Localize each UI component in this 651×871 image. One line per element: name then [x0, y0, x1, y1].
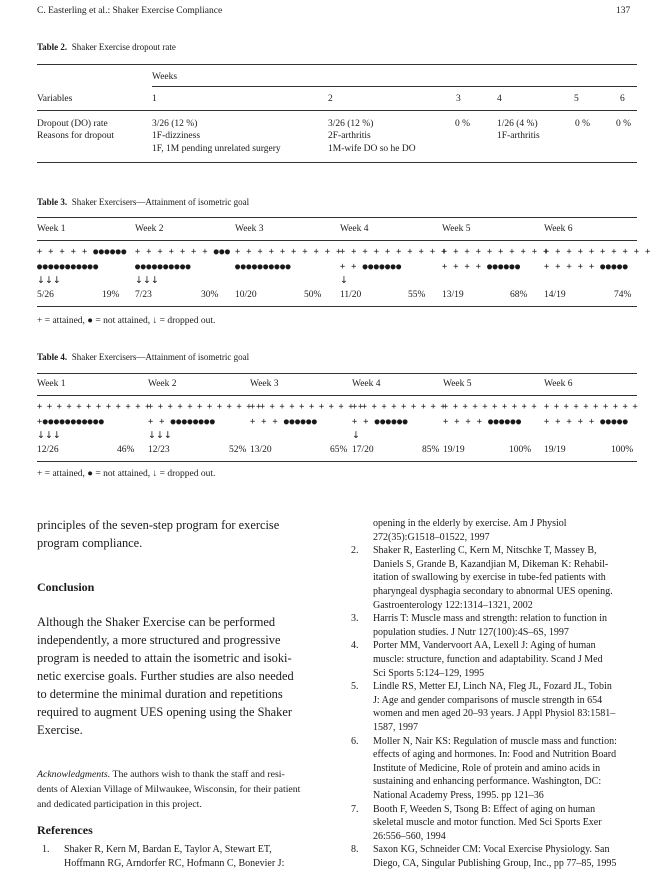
table-3-week-2: Week 2 — [135, 224, 164, 234]
reference-text: 1587, 1997 — [373, 722, 418, 733]
table-cell: 85% — [422, 445, 440, 455]
reference-text: Institute of Medicine, Role of protein and amino acids in — [373, 762, 601, 774]
symbol-row: ●●●●●●●●●● — [235, 262, 292, 272]
symbol-row: + + + + + + + + + + — [443, 402, 537, 412]
table-cell: 11/20 — [340, 290, 362, 300]
table-cell: 1F-arthritis — [497, 131, 540, 141]
table-cell: 3/26 (12 %) — [328, 119, 374, 129]
table-rule — [37, 240, 637, 241]
symbol-row: + + + + + + + ●●● — [135, 247, 231, 257]
table-3-week-1: Week 1 — [37, 224, 66, 234]
table-cell: 19% — [102, 290, 120, 300]
symbol-row: + + + + + + + + + + + + — [250, 402, 364, 412]
table-4-week-2: Week 2 — [148, 379, 177, 389]
reference-number: 3. — [351, 613, 359, 625]
symbol-row: + + + + + + + + + + — [544, 402, 638, 412]
body-text: Exercise. — [37, 723, 83, 737]
reference-text: Diego, CA, Singular Publishing Group, Inc., pp 77–85, 1995 — [373, 858, 617, 869]
table-cell: 19/19 — [443, 445, 465, 455]
symbol-row: ●●●●●●●●●●● — [37, 262, 99, 272]
symbol-row: ●●●●●●●●●● — [135, 262, 192, 272]
body-text: principles of the seven-step program for exercise — [37, 518, 280, 532]
table-3-caption — [37, 197, 249, 207]
table-2-col-week-4: 4 — [497, 94, 502, 104]
table-cell: 0 % — [616, 119, 632, 129]
table-2-row-label: Dropout (DO) rate — [37, 119, 108, 129]
symbol-row: + + + + ●●●●●● — [442, 262, 521, 272]
table-2-title: Shaker Exercise dropout rate — [71, 42, 176, 52]
table-cell: 1F-dizziness — [152, 131, 201, 141]
table-cell: 1/26 (4 %) — [497, 119, 538, 129]
table-rule — [37, 162, 637, 163]
reference-text: 272(35):G1518–01522, 1997 — [373, 531, 490, 543]
table-cell: 46% — [117, 445, 135, 455]
table-rule — [37, 395, 637, 396]
symbol-row: + + + + + + + + + + — [352, 402, 446, 412]
table-cell: 0 % — [575, 119, 591, 129]
reference-text: Hoffmann RG, Arndorfer RC, Hofmann C, Bonevier J: — [64, 858, 285, 869]
table-3-week-5: Week 5 — [442, 224, 471, 234]
reference-text: effects of aging and hormones. In: Food and Nutrition Board — [373, 749, 617, 761]
acknowledgments-label: Acknowledgments. — [37, 769, 111, 780]
symbol-row: + + + ●●●●●● — [250, 417, 318, 427]
table-cell: 100% — [509, 445, 532, 455]
table-3-title: Shaker Exercisers—Attainment of isometric goal — [71, 197, 250, 207]
reference-number: 7. — [351, 803, 359, 815]
body-text: netic exercise goals. Further studies are also needed — [37, 669, 294, 683]
table-cell: 50% — [304, 290, 322, 300]
symbol-row: + + + + + ●●●●●● — [37, 247, 127, 257]
reference-text: itation of swallowing by exercise in tube-fed patients with — [373, 572, 606, 584]
symbol-row: + + + + + + + + + + — [442, 247, 549, 257]
table-cell: 3/26 (12 %) — [152, 119, 198, 129]
table-rule — [37, 64, 637, 65]
table-rule — [37, 461, 637, 462]
symbol-row: + + + + + + + + + + — [235, 247, 342, 257]
table-4-label: Table 4. — [37, 352, 68, 362]
reference-text: National Academy Press, 1995. pp 121–36 — [373, 790, 544, 801]
table-2-col-week-3: 3 — [456, 94, 461, 104]
reference-number: 6. — [351, 735, 359, 747]
table-2-col-week-2: 2 — [328, 94, 333, 104]
table-cell: 74% — [614, 290, 632, 300]
symbol-row: + + ●●●●●● — [352, 417, 409, 427]
table-cell: 68% — [510, 290, 528, 300]
symbol-row: + + + + + + + + + + — [544, 247, 651, 257]
table-cell: 5/26 — [37, 290, 54, 300]
reference-text: Booth F, Weeden S, Tsong B: Effect of aging on human — [373, 803, 596, 815]
body-text: independently, a more structured and progressive — [37, 633, 281, 647]
symbol-row: +●●●●●●●●●●● — [37, 417, 105, 427]
symbol-row: + + ●●●●●●●● — [148, 417, 216, 427]
table-cell: 100% — [611, 445, 634, 455]
section-heading-references: References — [37, 823, 93, 837]
table-4-week-3: Week 3 — [250, 379, 279, 389]
dropout-arrows: ↓↓↓ — [37, 275, 61, 286]
acknowledgments-text: dents of Alexian Village of Milwaukee, Wisconsin, for their patient — [37, 784, 301, 795]
table-3-week-4: Week 4 — [340, 224, 369, 234]
table-cell: 7/23 — [135, 290, 152, 300]
reference-text: Saxon KG, Schneider CM: Vocal Exercise Physiology. San — [373, 844, 610, 856]
body-text: program compliance. — [37, 536, 143, 550]
table-2-weeks-header: Weeks — [152, 72, 178, 82]
dropout-arrows: ↓↓↓ — [37, 430, 61, 441]
table-cell: 13/19 — [442, 290, 464, 300]
section-heading-conclusion: Conclusion — [37, 580, 95, 594]
table-3-label: Table 3. — [37, 197, 68, 207]
table-cell: 30% — [201, 290, 219, 300]
reference-text: Harris T: Muscle mass and strength: relation to function in — [373, 613, 607, 625]
symbol-row: + + + + + ●●●●● — [544, 417, 629, 427]
reference-text: Shaker R, Kern M, Bardan E, Taylor A, Stewart ET, — [64, 844, 272, 855]
table-cell: 14/19 — [544, 290, 566, 300]
reference-text: Lindle RS, Metter EJ, Linch NA, Fleg JL, Fozard JL, Tobin — [373, 681, 612, 693]
reference-text: Gastroenterology 122:1314–1321, 2002 — [373, 599, 533, 611]
table-cell: 1F, 1M pending unrelated surgery — [152, 144, 281, 154]
dropout-arrows: ↓ — [352, 430, 360, 441]
table-4-week-1: Week 1 — [37, 379, 66, 389]
table-3-legend: + = attained, ● = not attained, ↓ = dropped out. — [37, 316, 216, 326]
reference-number: 4. — [351, 640, 359, 652]
table-cell: 0 % — [455, 119, 471, 129]
table-4-week-4: Week 4 — [352, 379, 381, 389]
reference-number: 2. — [351, 545, 359, 557]
table-4-legend: + = attained, ● = not attained, ↓ = dropped out. — [37, 469, 216, 479]
reference-text: Daniels S, Grande B, Kazandjian M, Dikeman K: Rehabil- — [373, 558, 609, 570]
dropout-arrows: ↓↓↓ — [148, 430, 172, 441]
table-cell: 12/23 — [148, 445, 170, 455]
acknowledgments — [37, 768, 285, 783]
table-cell: 12/26 — [37, 445, 59, 455]
reference-text: Shaker R, Easterling C, Kern M, Nitschke T, Massey B, — [373, 545, 597, 557]
table-4-caption — [37, 352, 249, 362]
table-2-col-week-1: 1 — [152, 94, 157, 104]
reference-text: Porter MM, Vandervoort AA, Lexell J: Aging of human — [373, 640, 596, 652]
reference-text: sustaining and enhancing performance. Washington, DC: — [373, 776, 602, 788]
symbol-row: + + ●●●●●●● — [340, 262, 402, 272]
table-cell: 19/19 — [544, 445, 566, 455]
table-2-variables-header: Variables — [37, 94, 73, 104]
body-text: to determine the minimal duration and repetitions — [37, 687, 283, 701]
reference-text: women and men aged 20–93 years. J Appl Physiol 83:1581– — [373, 708, 616, 720]
table-rule — [37, 306, 637, 307]
reference-text: population studies. J Nutr 127(100):4S–6S, 1997 — [373, 626, 569, 638]
table-rule — [37, 373, 637, 374]
symbol-row: + + + + + + + + + + — [340, 247, 447, 257]
reference-text: pharyngeal dysphagia secondary to abnormal UES opening. — [373, 586, 613, 597]
reference-text: opening in the elderly by exercise. Am J Physiol — [373, 518, 567, 529]
reference-number: 5. — [351, 681, 359, 693]
running-header: C. Easterling et al.: Shaker Exercise Compliance — [37, 6, 223, 16]
table-3-week-3: Week 3 — [235, 224, 264, 234]
table-cell: 65% — [330, 445, 348, 455]
symbol-row: + + + + ●●●●●● — [443, 417, 522, 427]
reference-number: 1. — [42, 844, 50, 855]
dropout-arrows: ↓↓↓ — [135, 275, 159, 286]
reference-text: Moller N, Nair KS: Regulation of muscle mass and function: — [373, 735, 617, 747]
acknowledgments-text: The authors wish to thank the staff and resi- — [110, 769, 285, 780]
reference-text: J: Age and gender comparisons of muscle strength in 654 — [373, 694, 603, 706]
table-cell: 10/20 — [235, 290, 257, 300]
acknowledgments-text: and dedicated participation in this project. — [37, 799, 202, 810]
table-cell: 52% — [229, 445, 247, 455]
reference-text: 26:556–560, 1994 — [373, 830, 446, 842]
reference-text: skeletal muscle and motor function. Med Sci Sports Exer — [373, 817, 602, 829]
table-4-week-6: Week 6 — [544, 379, 573, 389]
table-cell: 17/20 — [352, 445, 374, 455]
reference-text: muscle: structure, function and adaptability. Scand J Med — [373, 654, 603, 665]
table-2-col-week-6: 6 — [620, 94, 625, 104]
dropout-arrows: ↓ — [340, 275, 348, 286]
body-text: program is needed to attain the isometric and isoki- — [37, 651, 292, 665]
table-3-week-6: Week 6 — [544, 224, 573, 234]
symbol-row: + + + + + + + + + + + + — [37, 402, 151, 412]
body-text: Although the Shaker Exercise can be performed — [37, 615, 276, 629]
table-2-col-week-5: 5 — [574, 94, 579, 104]
table-rule — [152, 86, 637, 87]
symbol-row: + + + + + ●●●●● — [544, 262, 629, 272]
table-cell: 13/20 — [250, 445, 272, 455]
table-2-caption — [37, 42, 176, 52]
symbol-row: + + + + + + + + + + + + — [148, 402, 262, 412]
table-cell: 55% — [408, 290, 426, 300]
table-cell: 2F-arthritis — [328, 131, 371, 141]
table-rule — [37, 110, 637, 111]
reference-text: Sci Sports 5:124–129, 1995 — [373, 667, 485, 679]
table-rule — [37, 217, 637, 218]
table-cell: 1M-wife DO so he DO — [328, 144, 416, 154]
reference-number: 8. — [351, 844, 359, 856]
table-2-label: Table 2. — [37, 42, 68, 52]
body-text: required to augment UES opening using the Shaker — [37, 705, 292, 719]
table-2-row-label: Reasons for dropout — [37, 131, 115, 141]
page-number: 137 — [616, 6, 631, 16]
table-4-title: Shaker Exercisers—Attainment of isometric goal — [71, 352, 250, 362]
table-4-week-5: Week 5 — [443, 379, 472, 389]
